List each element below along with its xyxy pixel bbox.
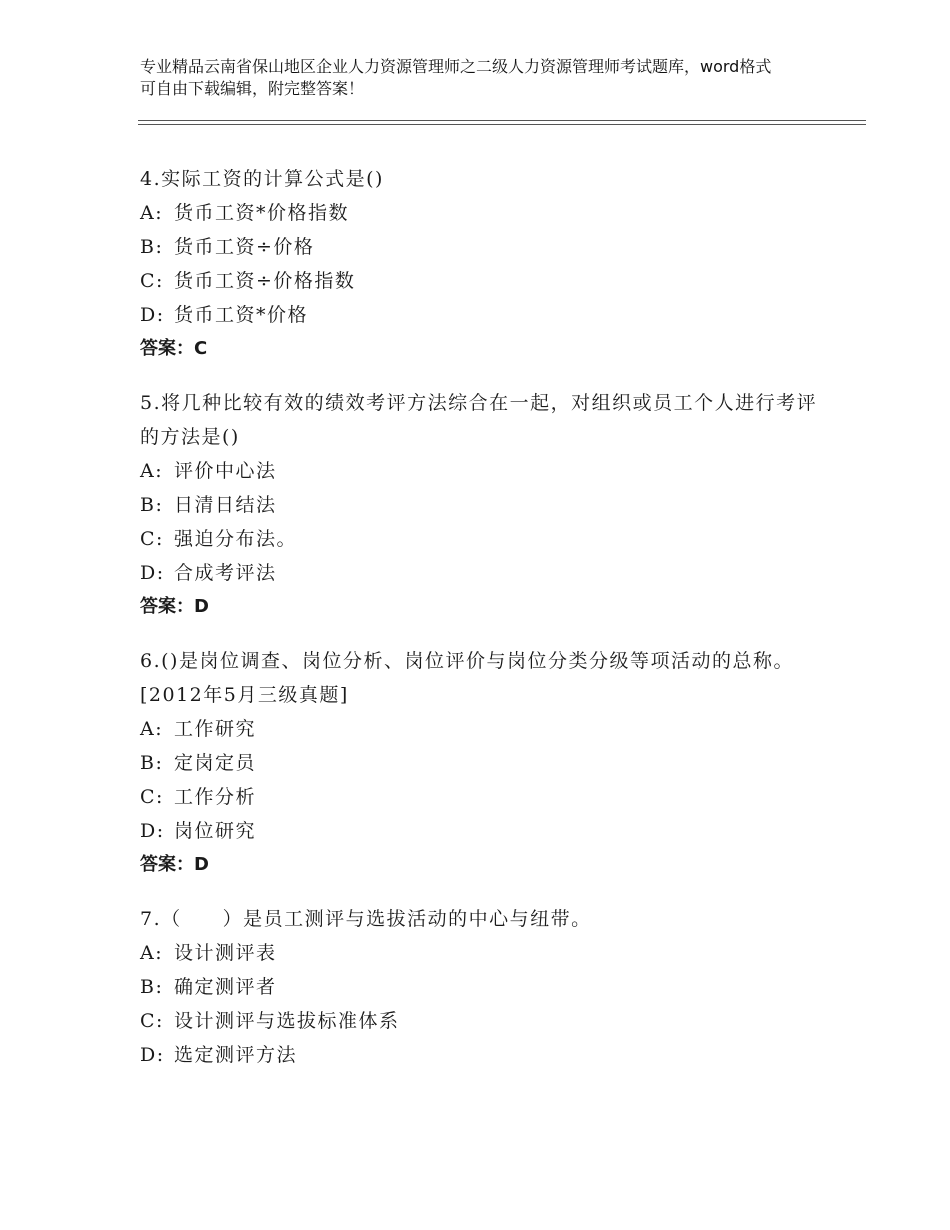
option-c [140, 1004, 820, 1038]
option-letter: D: [140, 1044, 165, 1066]
option-a [140, 196, 820, 230]
option-text: 货币工资÷价格指数 [174, 270, 356, 292]
option-letter: B: [140, 976, 164, 998]
question-stem: 6.()是岗位调查、岗位分析、岗位评价与岗位分类分级等项活动的总称。[2012年5月三级真题] [140, 650, 794, 706]
option-d [140, 814, 820, 848]
question-stem: 4.实际工资的计算公式是() [140, 168, 384, 190]
option-text: 日清日结法 [174, 494, 277, 516]
option-letter: A: [140, 718, 164, 740]
option-text: 评价中心法 [174, 460, 277, 482]
option-d [140, 1038, 820, 1072]
option-letter: A: [140, 942, 164, 964]
option-b [140, 970, 820, 1004]
option-letter: C: [140, 786, 164, 808]
option-d [140, 556, 820, 590]
option-text: 设计测评表 [174, 942, 277, 964]
option-text: 强迫分布法。 [174, 528, 298, 550]
option-letter: A: [140, 460, 164, 482]
option-text: 选定测评方法 [174, 1044, 298, 1066]
option-text: 工作分析 [174, 786, 257, 808]
option-b [140, 488, 820, 522]
option-letter: C: [140, 1010, 164, 1032]
option-text: 合成考评法 [174, 562, 277, 584]
option-text: 货币工资*价格指数 [174, 202, 350, 224]
page-header: 专业精品云南省保山地区企业人力资源管理师之二级人力资源管理师考试题库，word格式可自由下载编辑，附完整答案！ [140, 57, 772, 98]
question-6 [140, 644, 820, 882]
option-a [140, 936, 820, 970]
option-text: 岗位研究 [174, 820, 257, 842]
option-text: 设计测评与选拔标准体系 [174, 1010, 400, 1032]
option-letter: D: [140, 304, 165, 326]
option-text: 定岗定员 [174, 752, 257, 774]
option-text: 货币工资÷价格 [174, 236, 315, 258]
option-text: 工作研究 [174, 718, 257, 740]
option-letter: C: [140, 270, 164, 292]
option-letter: B: [140, 752, 164, 774]
option-c [140, 522, 820, 556]
question-stem: 7.（ ）是员工测评与选拔活动的中心与纽带。 [140, 908, 592, 930]
question-5 [140, 386, 820, 624]
option-b [140, 746, 820, 780]
header-divider [138, 120, 866, 125]
question-list [140, 162, 820, 1092]
option-c [140, 780, 820, 814]
option-letter: B: [140, 236, 164, 258]
option-letter: C: [140, 528, 164, 550]
option-a [140, 712, 820, 746]
question-7 [140, 902, 820, 1072]
option-a [140, 454, 820, 488]
question-4 [140, 162, 820, 366]
answer-line: 答案：C [140, 338, 208, 359]
option-d [140, 298, 820, 332]
option-text: 确定测评者 [174, 976, 277, 998]
answer-line: 答案：D [140, 596, 209, 617]
answer-line: 答案：D [140, 854, 209, 875]
option-b [140, 230, 820, 264]
option-c [140, 264, 820, 298]
option-text: 货币工资*价格 [174, 304, 309, 326]
option-letter: B: [140, 494, 164, 516]
option-letter: D: [140, 562, 165, 584]
option-letter: A: [140, 202, 164, 224]
option-letter: D: [140, 820, 165, 842]
question-stem: 5.将几种比较有效的绩效考评方法综合在一起，对组织或员工个人进行考评的方法是() [140, 392, 818, 448]
